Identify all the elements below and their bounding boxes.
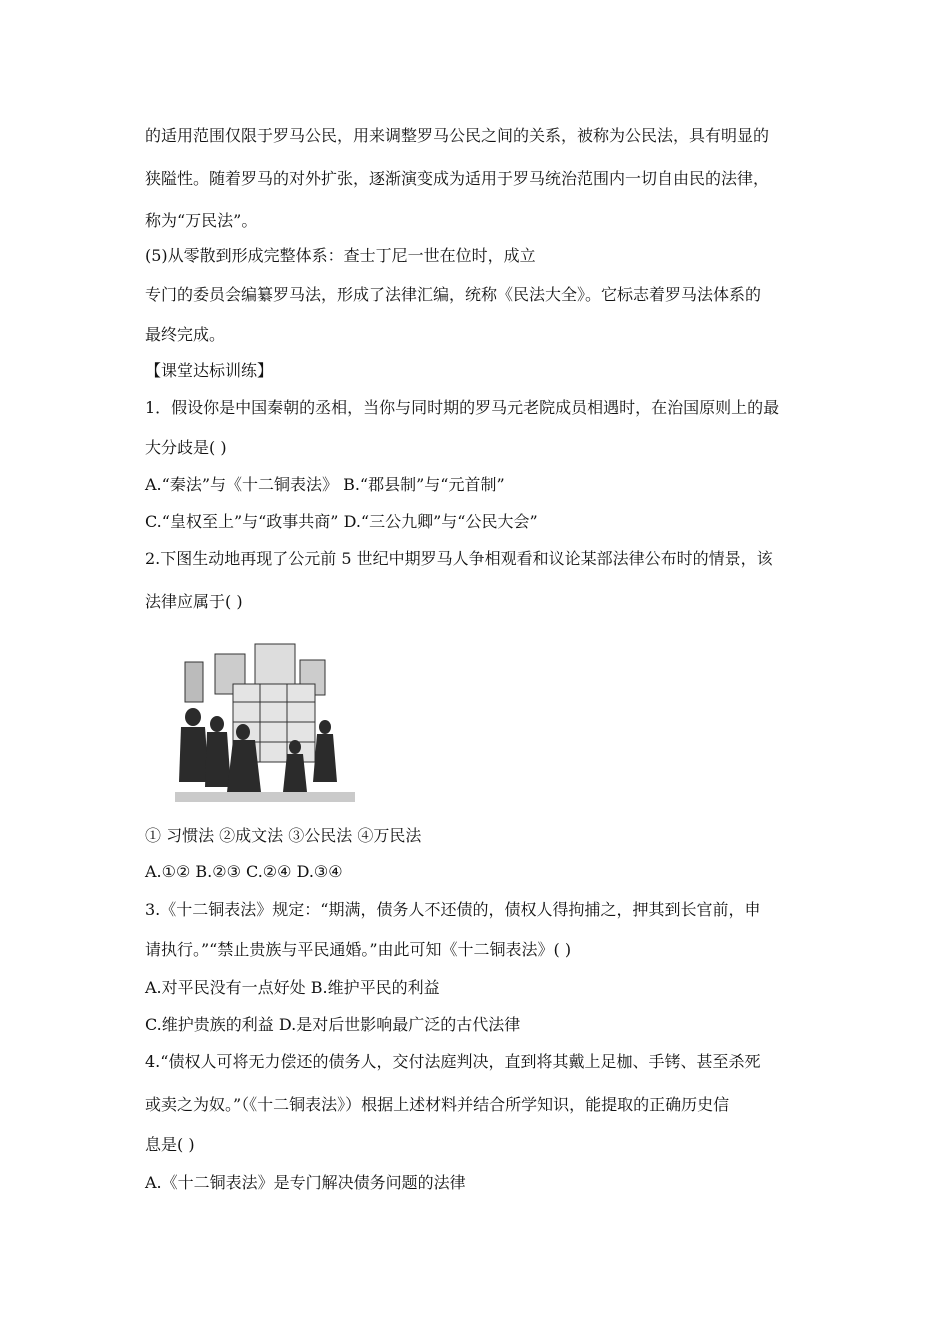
question-2-choices: ① 习惯法 ②成文法 ③公民法 ④万民法 [145,826,422,845]
question-3-stem-a: 3.《十二铜表法》规定：“期满，债务人不还债的，债权人得拘捕之，押其到长官前，申 [145,900,761,919]
question-1-stem-a: 1．假设你是中国秦朝的丞相，当你与同时期的罗马元老院成员相遇时，在治国原则上的最 [145,398,780,417]
question-3-options-ab: A.对平民没有一点好处 B.维护平民的利益 [145,978,440,997]
text-line-3: 称为“万民法”。 [145,211,258,230]
question-2-stem-b: 法律应属于( ) [145,592,243,611]
text-line-5: 专门的委员会编纂罗马法，形成了法律汇编，统称《民法大全》。它标志着罗马法体系的 [145,285,762,304]
question-2-options: A.①② B.②③ C.②④ D.③④ [145,862,343,881]
question-2-stem-a: 2.下图生动地再现了公元前 5 世纪中期罗马人争相观看和议论某部法律公布时的情景，该 [145,549,773,568]
text-line-1: 的适用范围仅限于罗马公民，用来调整罗马公民之间的关系，被称为公民法，具有明显的 [145,126,770,145]
question-4-stem-c: 息是( ) [145,1135,195,1154]
text-line-2: 狭隘性。随着罗马的对外扩张，逐渐演变成为适用于罗马统治范围内一切自由民的法律， [145,169,770,188]
question-4-stem-a: 4.“债权人可将无力偿还的债务人，交付法庭判决，直到将其戴上足枷、手铐、甚至杀死 [145,1052,761,1071]
question-3-options-cd: C.维护贵族的利益 D.是对后世影响最广泛的古代法律 [145,1015,521,1034]
question-4-stem-b: 或卖之为奴。”（《十二铜表法》）根据上述材料并结合所学知识，能提取的正确历史信 [145,1095,730,1114]
question-1-options-ab: A.“秦法”与《十二铜表法》 B.“郡县制”与“元首制” [145,475,505,494]
text-line-6: 最终完成。 [145,325,226,344]
section-heading: 【课堂达标训练】 [145,361,274,380]
question-3-stem-b: 请执行。”“禁止贵族与平民通婚。”由此可知《十二铜表法》( ) [145,940,572,959]
question-4-option-a: A.《十二铜表法》是专门解决债务问题的法律 [145,1173,466,1192]
question-1-stem-b: 大分歧是( ) [145,438,227,457]
roman-law-engraving-image [175,632,355,802]
text-line-4: (5)从零散到形成完整体系：查士丁尼一世在位时，成立 [145,246,536,265]
question-1-options-cd: C.“皇权至上”与“政事共商” D.“三公九卿”与“公民大会” [145,512,538,531]
